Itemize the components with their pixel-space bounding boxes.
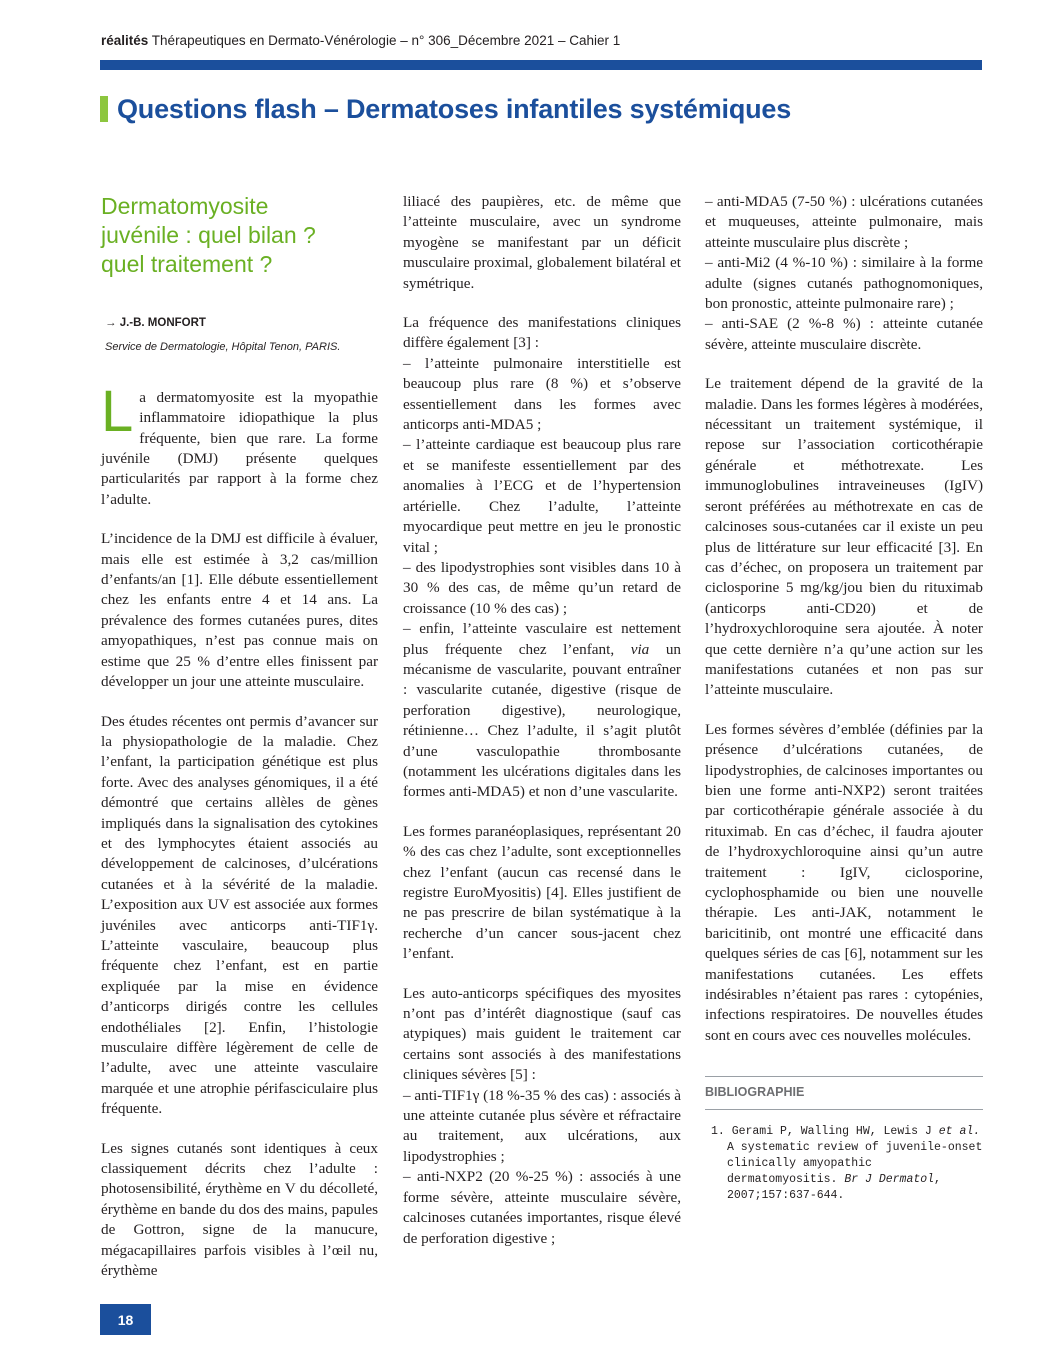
paragraph-physiopathology: Des études récentes ont permis d’avancer sur la physiopathologie de la maladie. Chez l’enfant, la participation génétique est plus forte. Avec des analyses génomiques, il a été démontré que certains allèles de gènes impliqués dans la signalisation des cytokines et des lymphocytes étaient associés au développement de calcinoses, d’ulcérations cutanées et à la sévérité de la maladie. L’exposition aux UV est associée aux formes juvéniles avec anticorps anti-TIF1γ. L’atteinte vasculaire, beaucoup plus fréquente chez l’enfant, est en partie expliquée par la mise en évidence d’anticorps dirigés contre les cellules endothéliales [2]. Enfin, l’histologie musculaire diffère légèrement de celle de l’adulte, avec une atteinte vasculaire marquée et une atrophie périfasciculaire plus fréquente.	[101, 712, 378, 1118]
journal-brand: réalités	[101, 33, 149, 48]
paragraph-incidence: L’incidence de la DMJ est difficile à évaluer, mais elle est estimée à 3,2 cas/million d’enfants/an [1]. Elle débute essentiellement chez les enfants entre 4 et 14 ans. La prévalence des formes cutanées pures, dites amyopathiques, n’est pas connue mais on estime que 25 % d’entre elles finissent par développer un jour une atteinte musculaire.	[101, 530, 378, 691]
paragraph-frequency: La fréquence des manifestations cliniques diffère également [3] : – l’atteinte pulmonaire interstitielle est beaucoup plus rare (8 %) et s’observe essentiellement dans les formes avec anticorps anti-MDA5 ; – l’atteinte cardiaque est beaucoup plus rare et se manifeste essentiellement par des anomalies à l’ECG et de l’hypertension artérielle. Chez l’adulte, l’atteinte myocardique peut mettre en jeu le pronostic vital ; – des lipodystrophies sont visibles dans 10 à 30 % des cas, de même qu’un retard de croissance (10 % des cas) ; – enfin, l’atteinte vasculaire est nettement plus fréquente chez l’enfant, via un mécanisme de vascularite, pouvant entraîner : vascularite cutanée, digestive (risque de perforation digestive), neurologique, rétinienne… Chez l’adulte, il s’agit plutôt d’une vasculopathie thrombosante (notamment les ulcérations digitales dans les formes anti-MDA5) et non d’une vascularite.	[403, 314, 682, 801]
issue-info: Thérapeutiques en Dermato-Vénérologie – n° 306_Décembre 2021 – Cahier 1	[148, 33, 621, 48]
section-heading	[100, 94, 791, 124]
title-line-3: quel traitement ?	[101, 251, 273, 277]
paragraph-autoantibodies: Les auto-anticorps spécifiques des myosites n’ont pas d’intérêt diagnostique (sauf cas atypiques) mais guident le traitement car certains sont associés à des manifestations cliniques sévères [5] : – anti-TIF1γ (18 %-35 % des cas) : associés à une atteinte cutanée plus sévère et réfractaire au traitement, aux ulcérations, aux lipodystrophies ; – anti-NXP2 (20 %-25 %) : associés à une forme sévère, atteinte musculaire sévère, calcinoses cutanées importantes, risque élevé de perforation digestive ;	[403, 984, 681, 1247]
title-line-1: Dermatomyosite	[101, 193, 269, 219]
drop-cap: L	[101, 378, 134, 444]
paragraph-muscular: liliacé des paupières, etc. de même que l’atteinte musculaire, avec un syndrome myogène se manifestant par un déficit musculaire proximal, globalement bilatéral et symétrique.	[403, 193, 681, 292]
title-line-2: juvénile : quel bilan ?	[101, 222, 316, 248]
running-header	[101, 33, 620, 48]
paragraph-antibodies-cont: – anti-MDA5 (7-50 %) : ulcérations cutanées et muqueuses, atteinte pulmonaire, mais atteinte musculaire plus discrète ; – anti-Mi2 (4 %-10 %) : similaire à la forme adulte (signes cutanés pathognomoniques, bon pronostic, atteinte pulmonaire rare) ; – anti-SAE (2 %-8 %) : atteinte cutanée sévère, atteinte musculaire discrète.	[705, 193, 983, 353]
paragraph-paraneoplastic: Les formes paranéoplasiques, représentant 20 % des cas chez l’adulte, sont exceptionnelles chez l’enfant (aucun cas recensé dans le registre EuroMyositis) [4]. Elles justifient de ne pas prescrire de bilan systématique à la recherche d’un cancer sous-jacent chez l’enfant.	[403, 822, 681, 963]
column-2	[403, 192, 681, 1249]
section-title: Questions flash – Dermatoses infantiles systémiques	[117, 93, 792, 124]
affiliation: Service de Dermatologie, Hôpital Tenon, PARIS.	[105, 341, 341, 354]
column-3	[705, 192, 983, 1204]
paragraph-cutaneous-signs: Les signes cutanés sont identiques à ceux classiquement décrits chez l’adulte : photosensibilité, érythème en V du décolleté, érythème en bande du dos des mains, papules de Gottron, signe de la manucure, mégacapillaires parfois visibles à l’œil nu, érythème	[101, 1139, 378, 1280]
article-title	[101, 192, 378, 279]
author: → J.-B. MONFORT	[105, 317, 206, 329]
page-number: 18	[100, 1304, 151, 1335]
column-1	[101, 192, 378, 1281]
paragraph-treatment: Le traitement dépend de la gravité de la maladie. Dans les formes légères à modérées, nécessitant un traitement systémique, il repose sur l’association corticothérapie générale et méthotrexate. Les immunoglobulines intraveineuses (IgIV) seront préférées au méthotrexate en cas de calcinoses sous-cutanées car il existe un peu plus de littérature sur leur efficacité [3]. En cas d’échec, on proposera un traitement par ciclosporine 5 mg/kg/jou bien du rituximab (anticorps anti-CD20) et de l’hydroxychloroquine sera ajoutée. À noter que cette dernière n’a qu’une action sur les manifestations cutanées et non pas sur l’atteinte musculaire.	[705, 375, 983, 699]
header-rule	[100, 60, 982, 70]
section-marker	[100, 96, 108, 122]
paragraph-severe-forms: Les formes sévères d’emblée (définies par la présence d’ulcérations cutanées, de lipodystrophies, de calcinoses importantes ou bien une forme anti-NXP2) seront traitées par corticothérapie générale associée à du rituximab. En cas d’échec, il faudra ajouter de l’hydroxychloroquine ainsi qu’un autre traitement : IgIV, ciclosporine, cyclophosphamide ou bien une nouvelle thérapie. Les anti-JAK, notamment le baricitinib, ont montré une efficacité dans quelques séries de cas [6], notamment sur les manifestations cutanées. Les effets indésirables n’étaient pas rares : cytopénies, infections respiratoires. De nouvelles études sont en cours avec ces nouvelles molécules.	[705, 720, 983, 1044]
reference-1: 1. Gerami P, Walling HW, Lewis J et al. A systematic review of juvenile-onset clinically amyopathic dermatomyositis. Br J Dermatol, 2007;157:637-644.	[711, 1124, 983, 1202]
paragraph-intro: La dermatomyosite est la myopathie inflammatoire idiopathique la plus fréquente, bien que rare. La forme juvénile (DMJ) présente quelques particularités par rapport à la forme chez l’adulte.	[101, 378, 378, 508]
bibliography-title: BIBLIOGRAPHIE	[705, 1077, 983, 1109]
